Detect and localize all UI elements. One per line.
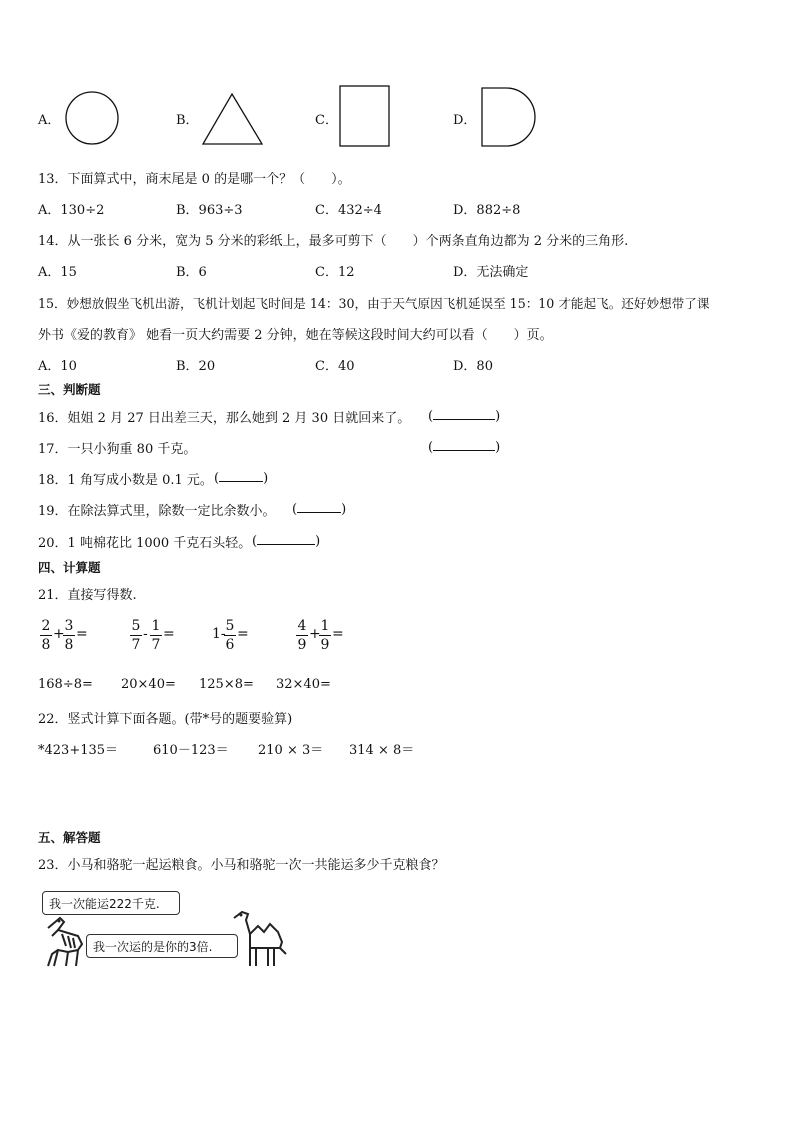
q15-option-b: B．20 xyxy=(176,359,216,374)
q16-answer-blank[interactable]: ( ) xyxy=(428,409,501,424)
q12-option-b-label: B． xyxy=(176,113,199,128)
q13-stem: 13．下面算式中，商末尾是 0 的是哪一个？（ ）。 xyxy=(38,172,351,187)
vertical-2: 610－123＝ xyxy=(153,743,229,758)
q13-option-d: D．882÷8 xyxy=(453,203,521,218)
q19-answer-blank[interactable]: ( ) xyxy=(292,502,347,517)
q15-option-d: D．80 xyxy=(453,359,493,374)
mental-4: 32×40= xyxy=(276,677,331,692)
q15-stem-line1: 15．妙想放假坐飞机出游，飞机计划起飞时间是 14：30，由于天气原因飞机延误至 15：10 才能起飞。还好妙想带了课 xyxy=(38,296,710,311)
fraction-3b: 5 6 xyxy=(225,618,235,653)
fraction-4-op: + xyxy=(309,626,321,642)
q12-option-c-label: C． xyxy=(315,113,338,128)
fraction-1a: 2 8 xyxy=(41,618,51,653)
fraction-1b: 3 8 xyxy=(64,618,74,653)
q14-stem: 14．从一张长 6 分米，宽为 5 分米的彩纸上，最多可剪下（ ）个两条直角边都为 2 分米的三角形. xyxy=(38,234,629,249)
q21-text: 21．直接写得数. xyxy=(38,588,137,603)
fraction-4a: 4 9 xyxy=(297,618,307,653)
section-5-heading: 五、解答题 xyxy=(38,830,101,845)
fraction-1-op: + xyxy=(53,626,65,642)
q18-text: 18．1 角写成小数是 0.1 元。 xyxy=(38,473,213,488)
fraction-2a: 5 7 xyxy=(131,618,141,653)
q15-option-a: A．10 xyxy=(38,359,77,374)
section-4-heading: 四、计算题 xyxy=(38,560,101,575)
q17-text: 17．一只小狗重 80 千克。 xyxy=(38,442,197,457)
triangle-icon xyxy=(201,92,265,146)
section-3-heading: 三、判断题 xyxy=(38,382,101,397)
rectangle-icon xyxy=(339,85,391,148)
q20-answer-blank[interactable]: ( ) xyxy=(252,534,321,549)
fraction-2b: 1 7 xyxy=(151,618,161,653)
fraction-4b: 1 9 xyxy=(320,618,330,653)
speech-bubble-camel xyxy=(86,934,238,958)
bubble-camel-text: 我一次运的是你的3倍. xyxy=(93,940,213,954)
q13-option-a: A．130÷2 xyxy=(38,203,105,218)
bubble-horse-text: 我一次能运222千克. xyxy=(49,897,160,911)
q12-option-a-label: A． xyxy=(38,113,61,128)
q14-option-a: A．15 xyxy=(38,265,77,280)
mental-3: 125×8= xyxy=(199,677,254,692)
q15-option-c: C．40 xyxy=(315,359,355,374)
fraction-3-eq: = xyxy=(237,626,249,642)
q13-option-b: B．963÷3 xyxy=(176,203,243,218)
q16-text: 16．姐姐 2 月 27 日出差三天，那么她到 2 月 30 日就回来了。 xyxy=(38,411,411,426)
fraction-4-eq: = xyxy=(332,626,344,642)
fraction-2-op: - xyxy=(143,626,148,642)
circle-icon xyxy=(64,90,122,146)
vertical-1: *423+135＝ xyxy=(38,743,119,758)
q19-text: 19．在除法算式里，除数一定比余数小。 xyxy=(38,504,276,519)
q14-option-d: D．无法确定 xyxy=(453,265,529,280)
vertical-3: 210 × 3＝ xyxy=(258,743,324,758)
fraction-3-whole: 1- xyxy=(212,626,226,642)
q17-answer-blank[interactable]: ( ) xyxy=(428,440,501,455)
mental-1: 168÷8= xyxy=(38,677,93,692)
camel-icon xyxy=(228,904,292,970)
q14-option-b: B．6 xyxy=(176,265,207,280)
q18-answer-blank[interactable]: ( ) xyxy=(214,471,269,486)
q14-option-c: C．12 xyxy=(315,265,355,280)
q23-text: 23．小马和骆驼一起运粮食。小马和骆驼一次一共能运多少千克粮食？ xyxy=(38,858,445,873)
q12-option-d-label: D． xyxy=(453,113,477,128)
vertical-4: 314 × 8＝ xyxy=(349,743,415,758)
horse-camel-illustration xyxy=(38,882,308,972)
q20-text: 20．1 吨棉花比 1000 千克石头轻。 xyxy=(38,536,252,551)
q22-text: 22．竖式计算下面各题。(带*号的题要验算) xyxy=(38,712,293,727)
horse-icon xyxy=(38,910,98,970)
fraction-1-eq: = xyxy=(76,626,88,642)
fraction-2-eq: = xyxy=(163,626,175,642)
mental-2: 20×40= xyxy=(121,677,176,692)
semicircle-rect-icon xyxy=(480,86,538,148)
q15-stem-line2: 外书《爱的教育》 她看一页大约需要 2 分钟，她在等候这段时间大约可以看（ ）页。 xyxy=(38,328,553,343)
q13-option-c: C．432÷4 xyxy=(315,203,382,218)
